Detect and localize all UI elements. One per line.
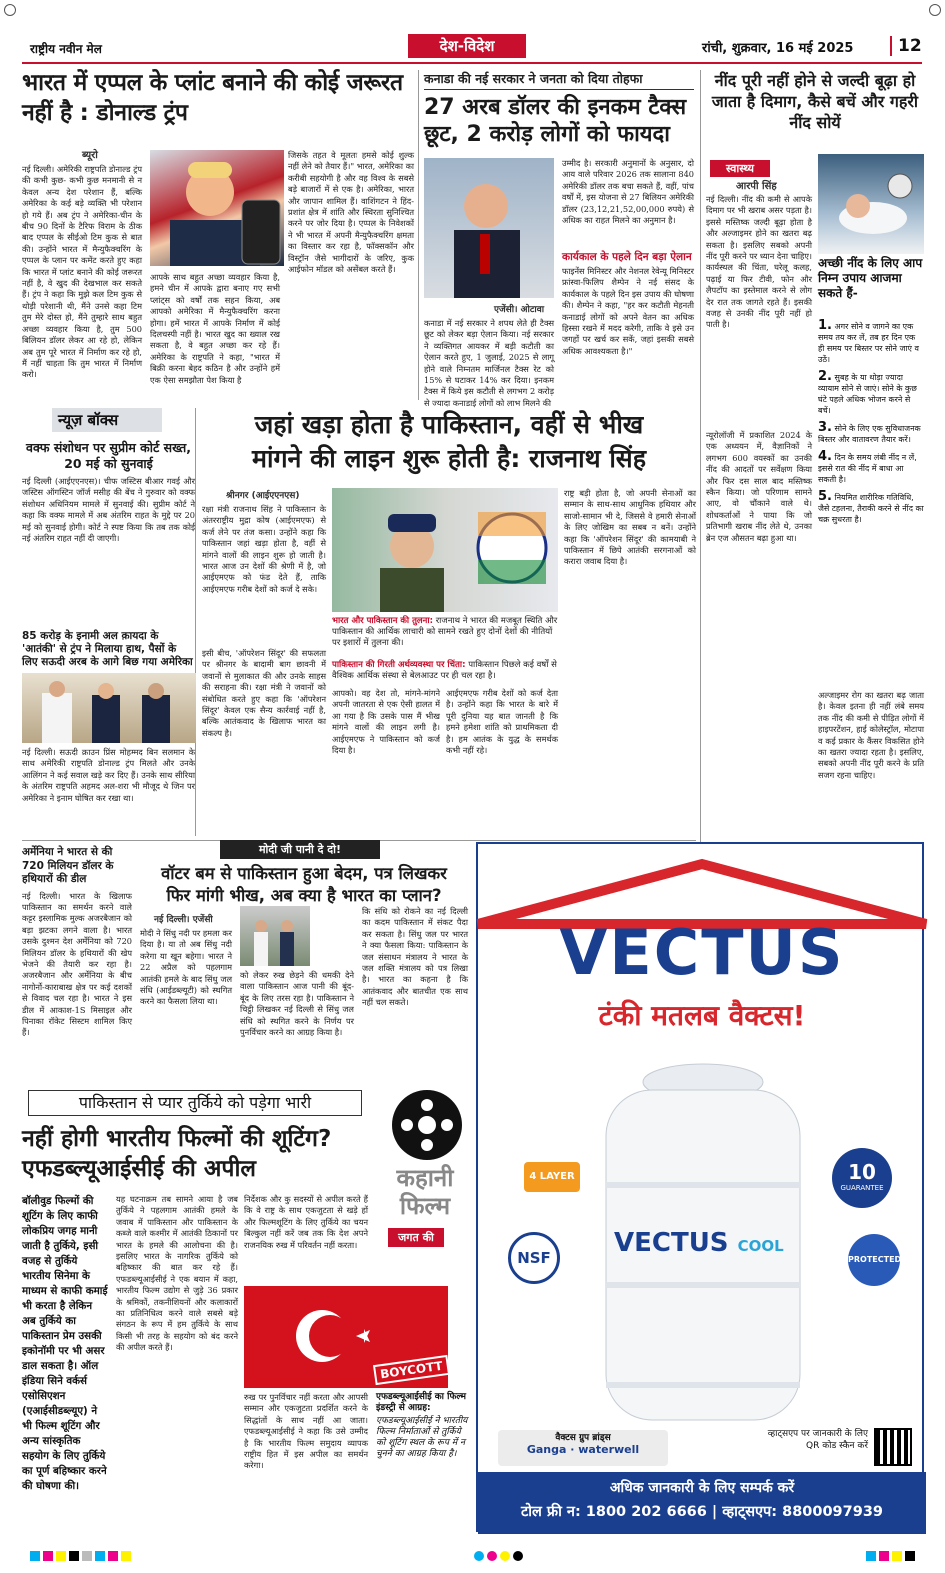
story-lead: बॉलीवुड फिल्मों की शूटिंग के लिए काफी लोकप्रिय जगह मानी जाती है तुर्किये, इसी वजह से तुर्किये भारतीय सिनेमा के माध्यम से काफी कमाई भी करता है लेकिन अब तुर्किये का पाकिस्तान प्रेम उसकी इकोनॉमी पर भी असर डाल सकता है। ऑल इंडिया सिने वर्कर्स एसोसिएशन (एआईसीडब्ल्यूए) ने भी फिल्म शूटिंग और अन्य सांस्कृतिक सहयोग के लिए तुर्किये का पूर्ण बहिष्कार करने की घोषणा की। — [22, 1195, 108, 1492]
tips-list — [818, 320, 924, 531]
story-canada — [424, 70, 694, 408]
registration-mark-icon — [929, 4, 941, 16]
pull-quote-text: राजनाथ ने भारत की मजबूत स्थिति और पाकिस्तान की आर्थिक लाचारी को सामने रखते हुए दोनों देशों की नीतियों पर इशारों में तुलना की। — [332, 616, 558, 648]
body-column: नई दिल्ली। भारत के खिलाफ पाकिस्तान का समर्थन करने वाले कट्टर इस्लामिक मुल्क अजरबैजान को बड़ा झटका लगने वाला है। भारत उसके दुश्मन देश अर्मेनिया को 720 मिलियन डॉलर के हथियारों की खेप भेजने की तैयारी कर रहा है। अजरबैजान और अर्मेनिया के बीच नागोर्नो-काराबाख क्षेत्र पर कई दशकों से विवाद चल रहा है। भारत ने इस डील में आकाश-1S मिसाइल और पिनाका रॉकेट सिस्टम शामिल किए हैं। — [22, 890, 132, 1038]
story-sleep — [706, 70, 924, 850]
byline: आरपी सिंह — [736, 181, 777, 192]
qr-code-icon[interactable] — [874, 1428, 912, 1466]
registration-mark-icon — [4, 4, 16, 16]
story-trump — [22, 68, 414, 398]
water-tank-image — [586, 1052, 820, 1432]
ad-tagline: टंकी मतलब वैक्टस! — [598, 999, 806, 1032]
guarantee-badge — [832, 1148, 892, 1208]
trump-saudi-photo — [22, 673, 196, 743]
four-layer-badge: 4 LAYER — [524, 1162, 580, 1192]
group-brands-label: वैक्टस ग्रुप ब्रांड्स — [555, 1433, 611, 1443]
pull-quote — [332, 660, 558, 682]
masthead-logo: राष्ट्रीय नवीन मेल — [30, 42, 102, 56]
body-column: रक्षा मंत्री राजनाथ सिंह ने पाकिस्तान के अंतरराष्ट्रीय मुद्रा कोष (आईएमएफ) से कर्ज लेने पर तंज कसा। उन्होंने कहा कि पाकिस्तान जहां खड़ा होता है, वहीं से मांगने वालों की लाइन शुरू हो जाती है। भारत आज उन देशों की श्रेणी में है, जो आईएमएफ को फंड देते हैं, ताकि आईएमएफ गरीब देशों को कर्ज दे सके। — [202, 504, 326, 594]
sidebar-title: कहानी फिल्म — [396, 1164, 454, 1220]
body-column: फाइनेंस मिनिस्टर और नेशनल रेवेन्यू मिनिस्टर फ्रांस्वा-फिलिप शैम्पेन ने नई संसद के कार्यकाल के पहले दिन इस उपाय की घोषणा की। शैम्पेन ने कहा, "हर कर कटौती मेहनती कनाडाई लोगों को अपने वेतन का अधिक हिस्सा रखने में मदद करेगी, ताकि वे इसे उन जगहों पर खर्च कर सकें, जहां इसकी सबसे अधिक आवश्यकता है।" — [562, 266, 694, 356]
body-column: आपको। वह देश तो, मांगने-मांगने अपनी जातरता से एक ऐसी हालत में आ गया है कि उसके पास मैं भीख मांगने वालों की लाइन लगी है। आईएमएफ ने पाकिस्तान को कर्ज दिया है। — [332, 688, 440, 756]
tip-item: 1. अगर सोने व जागने का एक समय तय कर लें, तब हर दिन एक ही समय पर बिस्तर पर सोने जाएं व उठें। — [818, 318, 919, 364]
modi-photo — [240, 906, 310, 966]
ad-brand-logo: VECTUS — [559, 916, 845, 989]
tip-item: 3. सोने के लिए एक सुविधाजनक बिस्तर और वातावरण तैयार करें। — [818, 420, 921, 444]
section-tab: देश-विदेश — [408, 34, 526, 58]
body-column: मोदी ने सिंधु नदी पर हमला कर दिया है। या तो अब सिंधु नदी करेगा या खून बहेगा। भारत ने 22 अप्रैल को पहलगाम आतंकी हमले के बाद सिंधु जल संधि (आईडब्ल्यूटी) को स्थगित करने का फैसला लिया था। — [140, 928, 232, 1007]
group-brand-list: Ganga · waterwell — [526, 1443, 640, 1456]
story-kicker: पाकिस्तान से प्यार तुर्किये को पड़ेगा भारी — [28, 1090, 362, 1116]
contact-bar — [478, 1472, 926, 1534]
pull-quote-label: पाकिस्तान की गिरती अर्थव्यवस्था पर चिंता: — [332, 660, 466, 670]
news-box — [22, 408, 196, 836]
body-column: न्यूरोलॉजी में प्रकाशित 2024 के एक अध्ययन में, वैज्ञानिकों ने लगभग 600 वयस्कों का उनकी नींद की आदतों पर सर्वेक्षण किया और फिर दस साल बाद मस्तिष्क स्कैन किया। जो परिणाम सामने आए, वो चौंकाने वाले थे। शोधकर्ताओं ने पाया कि जो प्रतिभागी खराब नींद लेते थे, उनका ब्रेन एज औसतन बढ़ा हुआ था। — [706, 430, 812, 543]
caption-text: एफडब्ल्यूआईसीई ने भारतीय फिल्म निर्माताओं से तुर्किये को शूटिंग स्थल के रूप में न चुनने का आग्रह किया है। — [376, 1416, 468, 1459]
news-item-body: नई दिल्ली (आईएएनएस)। चीफ जस्टिस बीआर गवई और जस्टिस ऑगस्टिन जॉर्ज मसीह की बेंच ने गुरुवार को वक्फ संशोधन अधिनियम मामले में सुनवाई की। सुप्रीम कोर्ट ने कहा कि वक्फ मामले में अब अंतरिम राहत के मुद्दे पर 20 मई को सुनवाई होगी। कोर्ट ने स्पष्ट किया कि तब तक कोई नई अंतरिम राहत नहीं दी जाएगी। — [22, 476, 195, 544]
tip-item: 4. दिन के समय लंबी नींद न लें, इससे रात की नींद में बाधा आ सकती है। — [818, 449, 917, 484]
byline: ब्यूरो — [82, 150, 98, 161]
story-headline: अर्मेनिया ने भारत से की 720 मिलियन डॉलर के हथियारों की डील — [22, 846, 114, 885]
turkey-flag-image — [244, 1286, 448, 1388]
story-headline: वॉटर बम से पाकिस्तान हुआ बेदम, पत्र लिखकर — [161, 864, 447, 883]
qr-caption: व्हाट्सएप पर जानकारी के लिए QR कोड स्कैन करें — [767, 1429, 868, 1451]
vectus-ad[interactable] — [476, 842, 924, 1532]
body-column: कि संधि को रोकने का नई दिल्ली का कदम पाकिस्तान में संकट पैदा कर सकता है। सिंधु जल पर भारत ने क्या फैसला किया: पाकिस्तान के जल संसाधन मंत्रालय ने भारत के जल शक्ति मंत्रालय को पत्र लिखा है। भारत का कहना है कि आतंकवाद और बातचीत एक साथ नहीं चल सकते। — [362, 906, 468, 1008]
story-armenia — [22, 846, 132, 1078]
body-column: राष्ट्र बड़ी होता है, जो अपनी सेनाओं का सम्मान के साथ-साथ आधुनिक हथियार और साजो-सामान भी दे, जिससे वे हमारी सेनाओं के लिए जोखिम का सबब न बनें। उन्होंने कहा कि 'ऑपरेशन सिंदूर' की कामयाबी ने पाकिस्तान में छिपे आतंकी सरगनाओं को करारा जवाब दिया है। — [564, 488, 696, 567]
tip-item: 2. सुबह के या थोड़ा ज्यादा व्यायाम सोने से जाएं। सोने के कुछ घंटे पहले अधिक भोजन करने से बचें। — [818, 369, 917, 415]
canada-minister-photo — [424, 158, 554, 298]
news-item-body: नई दिल्ली। सऊदी क्राउन प्रिंस मोहम्मद बिन सलमान के साथ अमेरिकी राष्ट्रपति डोनाल्ड ट्रंप मिलते और उनके आलिंगन ने कई सवाल खड़े कर दिए हैं। उनके साथ सीरिया के अंतरिम राष्ट्रपति अहमद अल-शरा भी मौजूद थे जिन पर अमेरिका ने इनाम घोषित कर रखा था। — [22, 747, 195, 803]
body-column: निर्देशक और कु सदस्यों से अपील करते हैं कि वे राष्ट्र के साथ एकजुटता से खड़े हों और फिल्मशूटिंग के लिए तुर्किये का चयन बिल्कुल नहीं करें जब तक कि देश अपने राजनयिक रुख में परिवर्तन नहीं करता। — [244, 1194, 368, 1250]
contact-numbers: टोल फ्री न: 1800 202 6666 | व्हाट्सएप: 8800097939 — [520, 1504, 884, 1520]
roof-graphic — [478, 844, 926, 924]
sleep-photo — [818, 154, 924, 254]
microban-logo: PROTECTED — [848, 1234, 900, 1286]
nsf-logo: NSF — [508, 1232, 560, 1284]
story-kicker: कनाडा की नई सरकार ने जनता को दिया तोहफा — [424, 70, 694, 90]
body-column: उम्मीद है। सरकारी अनुमानों के अनुसार, दो आय वाले परिवार 2026 तक सालाना 840 अमेरिकी डॉलर तक बचा सकते हैं, वहीं, पांच वर्षों में, इस योजना से 27 बिलियन अमेरिकी डॉलर (23,12,21,52,00,000 रुपये) से अधिक का राहत मिलने का अनुमान है। — [562, 158, 694, 226]
caption-head: एफडब्ल्यूआईसीई का फिल्म इंडस्ट्री से आग्रह: — [376, 1392, 467, 1413]
rajnath-photo — [332, 488, 558, 612]
pull-quote-text: पाकिस्तान पिछले कई वर्षों से वैश्विक आर्थिक संस्था से बेलआउट पर ही चल रहा है। — [332, 660, 557, 681]
contact-title: अधिक जानकारी के लिए सम्पर्क करें — [609, 1480, 795, 1496]
story-tag: मोदी जी पानी दे दो! — [220, 840, 380, 859]
tips-title: अच्छी नींद के लिए आप निम्न उपाय आजमा सकते हैं- — [818, 256, 923, 300]
body-column: इसी बीच, 'ऑपरेशन सिंदूर' की सफलता पर श्रीनगर के बादामी बाग छावनी में जवानों से मुलाकात की और उनके साहस की सराहना की। रक्षा मंत्री ने जवानों को संबोधित करते हुए कहा कि 'ऑपरेशन सिंदूर' केवल एक सैन्य कार्रवाई नहीं है, बल्कि आतंकवाद के खिलाफ भारत का संकल्प है। — [202, 648, 326, 738]
byline: श्रीनगर (आईएएनएस) — [226, 491, 300, 501]
body-column: नई दिल्ली। अमेरिकी राष्ट्रपति डोनाल्ड ट्रंप की कभी कुछ- कभी कुछ मनमानी से न केवल अन्य देश परेशान हैं, बल्कि अमेरिका के कई बड़े व्यक्ति भी परेशान हो गये हैं। अब ट्रंप ने अमेरिका-चीन के बीच 90 दिनों के टैरिफ विराम के ठीक बाद एप्पल के सीईओ टिम कुक से बात की। उन्होंने भारत में मैन्युफैक्चरिंग के एप्पल के प्लान पर कमेंट करते हुए कहा कि भारत में प्लांट बनाने की कोई जरूरत नहीं है, वे खुद की देखभाल कर सकते हैं। ट्रंप ने कहा कि मुझे कल टिम कुक से थोड़ी परेशानी थी, मैंने उनसे कहा टिम तुम मेरे दोस्त हो, मैंने तुम्हारे साथ बहुत अच्छा व्यवहार किया है, तुम 500 बिलियन डॉलर लेकर आ रहे हो, लेकिन अब तुम पूरे भारत में निर्माण कर रहे हो, मैं नहीं चाहता कि तुम भारत में निर्माण करो। — [22, 164, 142, 380]
story-headline: नींद पूरी नहीं होने से जल्दी बूढ़ा हो जाता है दिमाग, कैसे बचें और गहरी नींद सोयें — [711, 71, 919, 132]
story-headline: 27 अरब डॉलर की इनकम टैक्स छूट, 2 करोड़ लोगों को फायदा — [424, 95, 687, 147]
body-column: को लेकर रुख छेड़ने की धमकी देने वाला पाकिस्तान आज पानी की बूंद-बूंद के लिए तरस रहा है। पाकिस्तान ने चिट्ठी लिखकर नई दिल्ली से सिंधु जल संधि को स्थगित करने के निर्णय पर पुनर्विचार करने का आग्रह किया है। — [240, 970, 354, 1038]
tip-item: 5. नियमित शारीरिक गतिविधि, जैसे टहलना, तैराकी करने से नींद का चक्र सुधरता है। — [818, 489, 924, 524]
guarantee-label: GUARANTEE — [840, 1184, 884, 1192]
body-column: आईएमएफ गरीब देशों को कर्ज देता है। उन्होंने कहा कि भारत के बारे में पूरी दुनिया यह बात जानती है कि हमने हमेशा शांति को प्राथमिकता दी है। हम आतंक के युद्ध के समर्थक कभी नहीं रहे। — [446, 688, 558, 756]
page-number: 12 — [890, 36, 922, 56]
body-column: आपके साथ बहुत अच्छा व्यवहार किया है, हमने चीन में आपके द्वारा बनाए गए सभी प्लांट्स को वर्षों तक सहन किया, अब आपको अमेरिका में मैन्युफैक्चरिंग करना होगा। हमें भारत में आपके निर्माण में कोई दिलचस्पी नहीं है। भारत खुद का ख्याल रख सकता है, वे बहुत अच्छा कर रहे हैं। अमेरिका के राष्ट्रपति ने कहा, "भारत में बिक्री करना बेहद कठिन है और उन्होंने हमें एक ऐसा समझौता पेश किया है — [150, 272, 280, 385]
body-column: रुख पर पुनर्विचार नहीं करता और आपसी सम्मान और एकजुटता प्रदर्शित करने के सिद्धांतों के साथ नहीं आ जाता। एफडब्ल्यूआईसीई ने कहा कि उसे उम्मीद है कि भारतीय फिल्म समुदाय व्यापक राष्ट्रीय हित में इस अपील का समर्थन करेगा। — [244, 1392, 368, 1471]
guarantee-years: 10 — [848, 1160, 876, 1184]
film-reel-icon — [392, 1090, 462, 1160]
pull-quote — [332, 616, 558, 649]
dateline: रांची, शुक्रवार, 16 मई 2025 — [702, 41, 854, 56]
byline: नई दिल्ली। एजेंसी — [154, 915, 213, 925]
tank-brand: VECTUS COOL — [614, 1228, 784, 1258]
story-headline: मांगने की लाइन शुरू होती है: राजनाथ सिंह — [252, 444, 646, 473]
story-rajnath — [202, 408, 696, 836]
caption-box — [376, 1392, 470, 1530]
story-turkey — [22, 1090, 470, 1530]
pull-quote-label: भारत और पाकिस्तान की तुलना: — [332, 616, 433, 626]
masthead — [0, 0, 945, 62]
subheading: कार्यकाल के पहले दिन बड़ा ऐलान — [562, 251, 692, 263]
news-item-headline: वक्फ संशोधन पर सुप्रीम कोर्ट सख्त, 20 मई को सुनवाई — [26, 440, 191, 471]
body-column: नई दिल्ली। नींद की कमी से आपके दिमाग पर भी खराब असर पड़ता है। इससे मस्तिष्क जल्दी बूढ़ा होता है और अल्जाइमर होने का खतरा बढ़ सकता है। इसलिए सबको अपनी नींद पूरी करने पर ध्यान देना चाहिए। कार्यस्थल की चिंता, घरेलू कलह, पढ़ाई या फिर टीवी, फोन और लैपटॉप का इस्तेमाल करने से लोग देर रात तक जागते रहते हैं। इसकी वजह से उनकी नींद पूरी नहीं हो पाती है। — [706, 194, 812, 330]
story-headline: फिर मांगी भीख, अब क्या है भारत का प्लान? — [166, 886, 442, 905]
group-brands — [498, 1430, 668, 1466]
news-item-headline: 85 करोड़ के इनामी अल क़ायदा के 'आतंकी' से ट्रंप ने मिलाया हाथ, पैसों के लिए सऊदी अरब के आगे बिछ गया अमेरिका — [22, 630, 193, 668]
story-headline: नहीं होगी भारतीय फिल्मों की शूटिंग? एफडब्ल्यूआईसीई की अपील — [22, 1126, 332, 1182]
story-headline: जहां खड़ा होता है पाकिस्तान, वहीं से भीख — [254, 410, 644, 439]
body-column: यह घटनाक्रम तब सामने आया है जब तुर्किये ने पहलगाम आतंकी हमले के जवाब में पाकिस्तान और पाकिस्तान के कब्जे वाले कश्मीर में आतंकी ठिकानों पर भारत के हमले की आलोचना की है। इसलिए भारत के नागरिक तुर्किये को बहिष्कार की बात कर रहे हैं। एफडब्ल्यूआईसीई ने एक बयान में कहा, भारतीय फिल्म उद्योग से जुड़े 36 प्रकार के श्रमिकों, तकनीशियनों और कलाकारों का प्रतिनिधित्व करने वाले सबसे बड़े संगठन के रूप में हम तुर्किये के साथ किसी भी तरह के सहयोग को बंद करने की अपील करते हैं। — [116, 1194, 238, 1353]
body-column: अल्जाइमर रोग का खतरा बढ़ जाता है। केवल इतना ही नहीं लंबे समय तक नींद की कमी से पीड़ित लोगों में हाइपरटेंशन, हाई कोलेस्ट्रॉल, मोटापा व कई प्रकार के कैंसर विकसित होने का खतरा ज्यादा रहता है। इसलिए, सबको अपनी नींद पूरी करने के प्रति सजग रहना चाहिए। — [818, 690, 924, 780]
story-headline: भारत में एप्पल के प्लांट बनाने की कोई जरूरत नहीं है : डोनाल्ड ट्रंप — [22, 70, 403, 126]
sidebar-subtitle: जगत की — [388, 1228, 444, 1247]
boycott-stamp: BOYCOTT — [373, 1355, 450, 1385]
news-box-title: न्यूज़ बॉक्स — [52, 408, 162, 432]
body-column: कनाडा में नई सरकार ने शपथ लेते ही टैक्स छूट को लेकर बड़ा ऐलान किया। नई सरकार ने व्यक्तिगत आयकर में बड़ी कटौती का ऐलान करते हुए, 1 जुलाई, 2025 से लागू होने वाले निम्नतम मार्जिनल टैक्स रेट को 15% से घटाकर 14% कर दिया। इनकम टैक्स में किये इस कटौती से लगभग 2 करोड़ से ज्यादा कनाडाई लोगों को लाभ मिलने की — [424, 318, 554, 408]
body-column: जिसके तहत वे मूलतः हमसे कोई शुल्क नहीं लेने को तैयार हैं।" भारत, अमेरिका का करीबी सहयोगी है और वह विश्व के सबसे बड़े बाजारों में से एक है। अमेरिका, भारत और जापान शामिल हैं। वाशिंगटन ने हिंद-प्रशांत क्षेत्र में शांति और स्थिरता सुनिश्चित करने पर जोर दिया है। एप्पल के निवेशकों ने भी भारत में अपनी मैन्युफैक्चरिंग क्षमता का विस्तार कर रहा है, फॉक्सकॉन और विस्ट्रॉन जैसे भागीदारों के जरिए, कुक आईफोन मॉडल को असेंबल करते हैं। — [288, 150, 414, 275]
section-tag: स्वास्थ्य — [710, 160, 770, 177]
story-pakistan-letter — [140, 840, 468, 1076]
photo-caption: एजेंसी। ओटावा — [494, 305, 545, 315]
trump-photo — [150, 150, 284, 266]
footer-color-bar — [30, 1546, 920, 1558]
